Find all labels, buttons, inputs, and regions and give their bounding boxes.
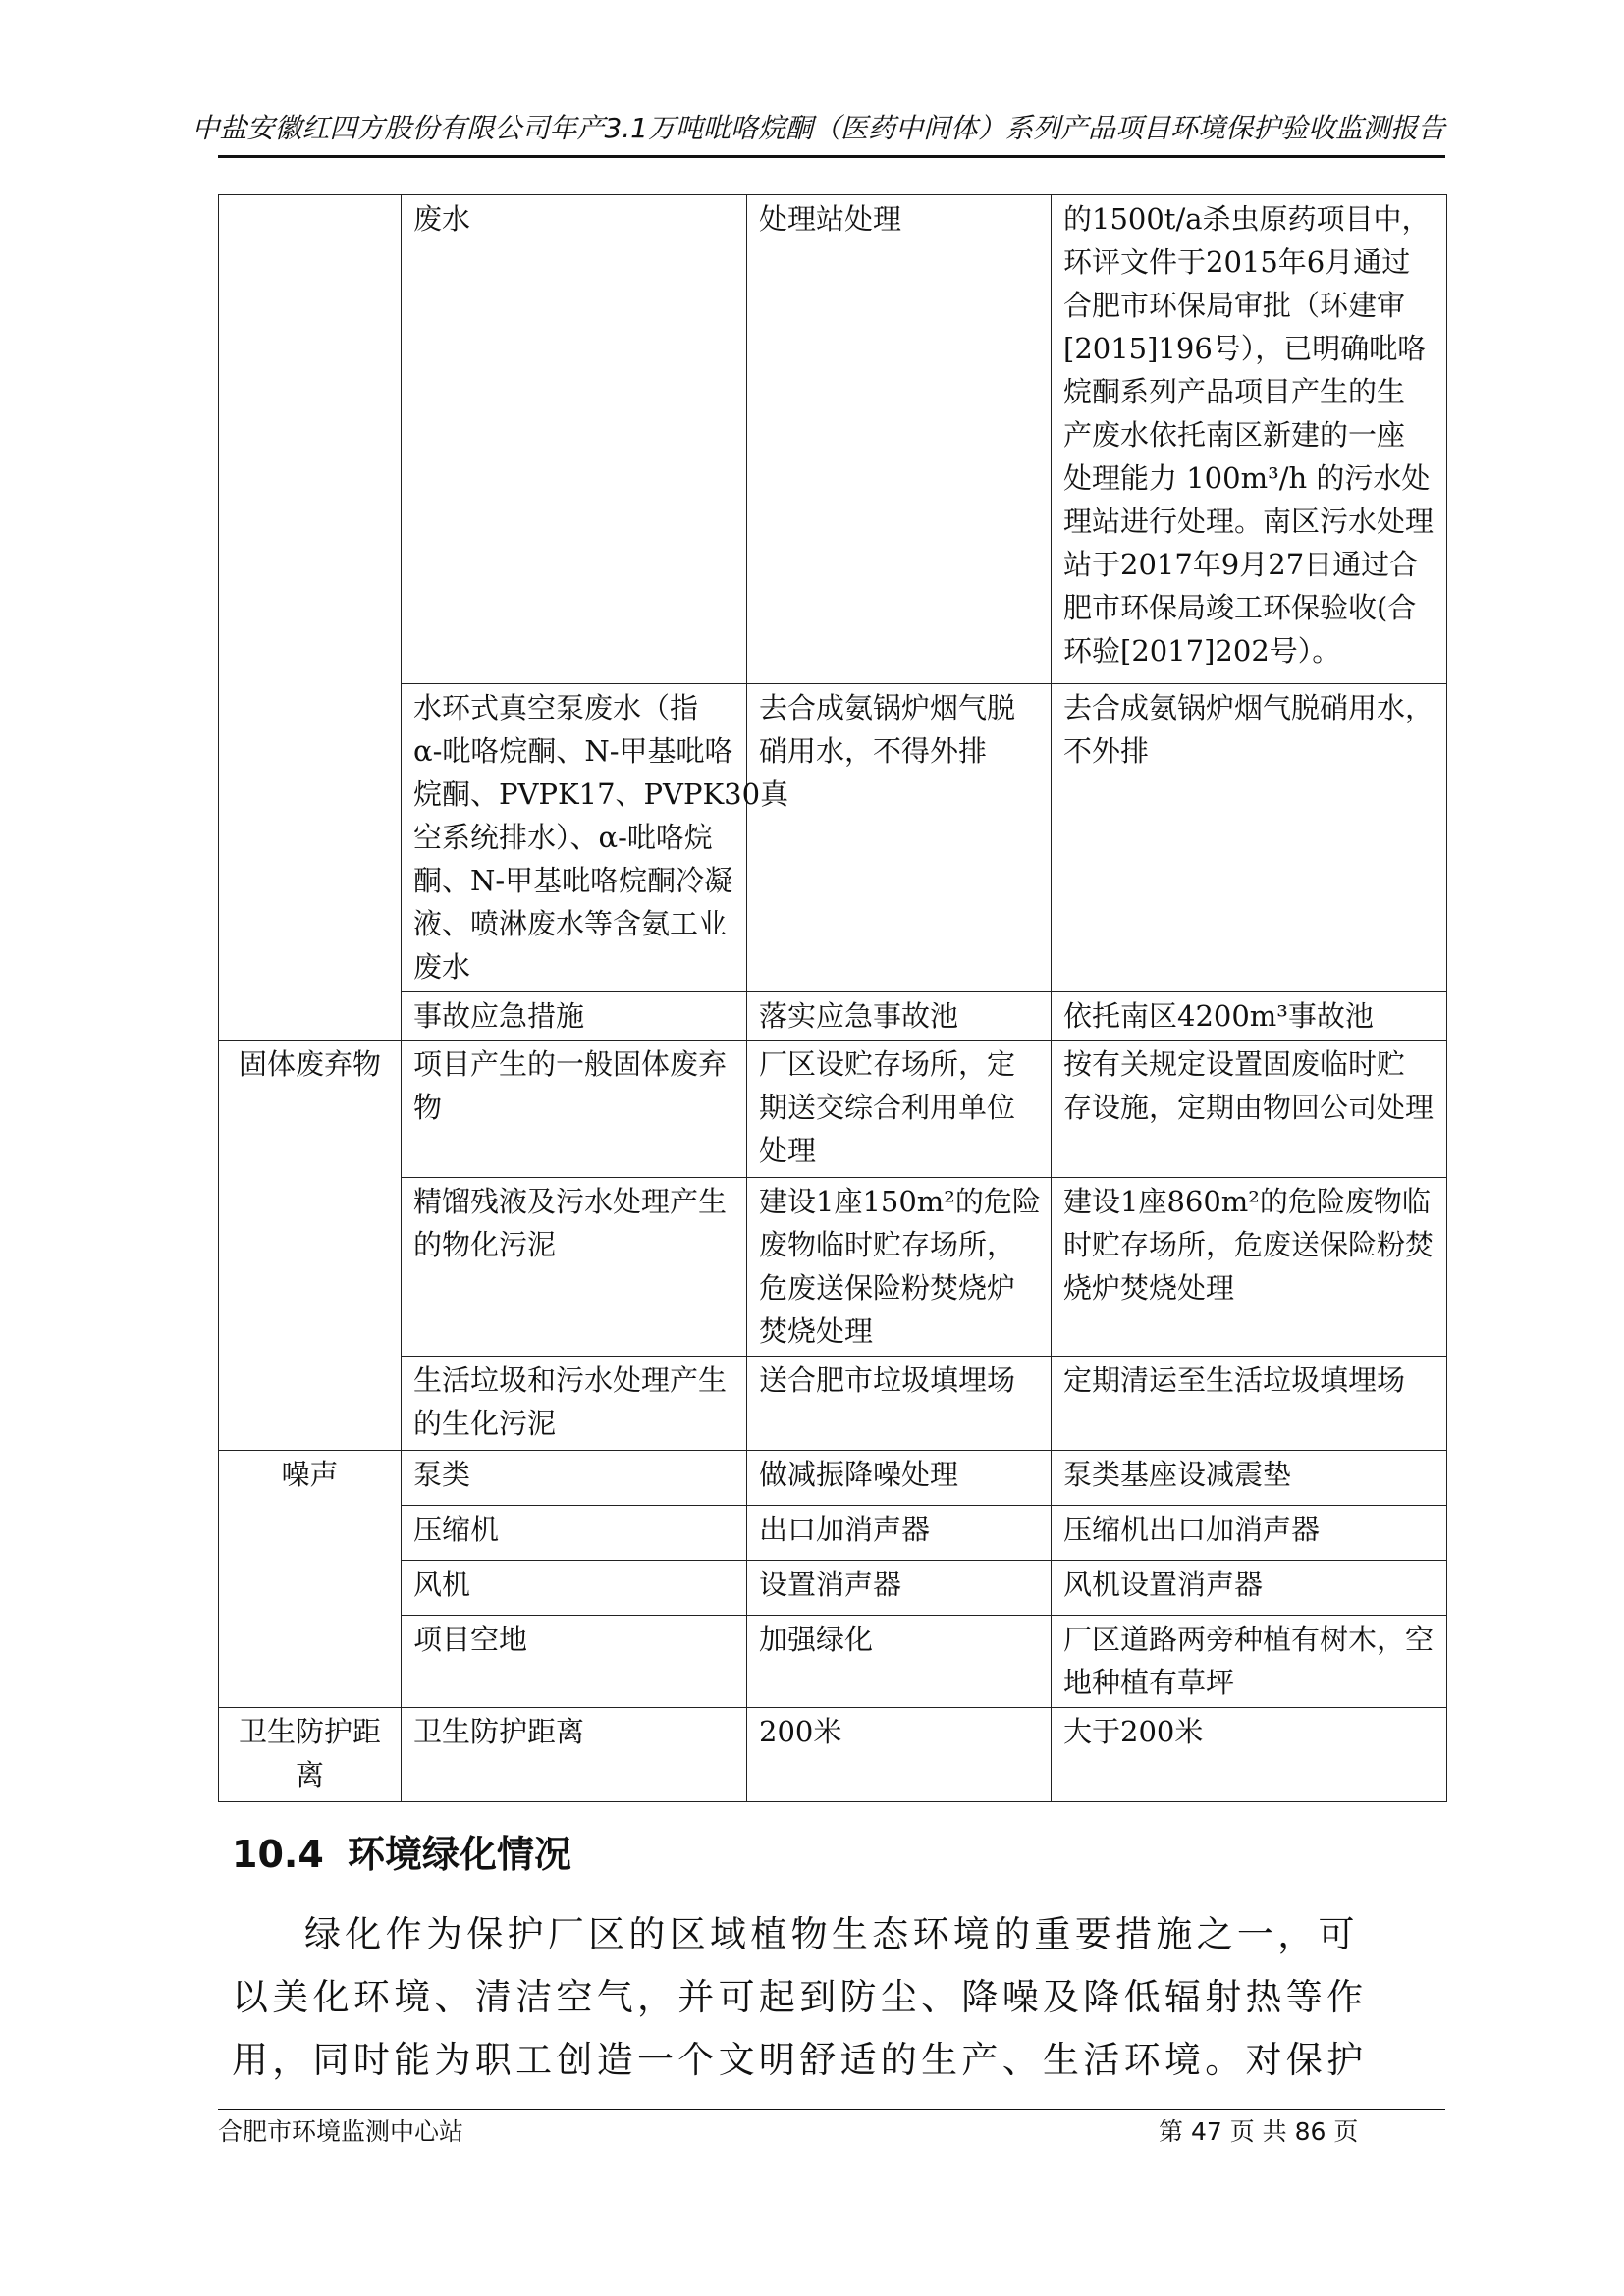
header-rule [218, 155, 1445, 158]
table-row [219, 1178, 1447, 1357]
requirement-cell: 设置消声器 [747, 1561, 1052, 1616]
item-cell: 泵类 [402, 1451, 747, 1506]
footer-page-number: 第 47 页 共 86 页 [1159, 2117, 1359, 2146]
status-cell: 泵类基座设减震垫 [1052, 1451, 1447, 1506]
page-header [191, 106, 1445, 147]
status-cell: 风机设置消声器 [1052, 1561, 1447, 1616]
status-cell: 定期清运至生活垃圾填埋场 [1052, 1357, 1447, 1451]
item-cell: 风机 [402, 1561, 747, 1616]
table-row [219, 1708, 1447, 1802]
item-cell: 事故应急措施 [402, 992, 747, 1041]
category-cell-wastewater [219, 195, 402, 1041]
table-row [219, 195, 1447, 684]
requirement-cell: 送合肥市垃圾填埋场 [747, 1357, 1052, 1451]
measures-table [218, 194, 1447, 1802]
footer-rule [218, 2109, 1445, 2110]
requirement-cell: 出口加消声器 [747, 1506, 1052, 1561]
item-cell: 压缩机 [402, 1506, 747, 1561]
requirement-cell: 处理站处理 [747, 195, 1052, 684]
status-cell: 大于200米 [1052, 1708, 1447, 1802]
status-cell: 压缩机出口加消声器 [1052, 1506, 1447, 1561]
requirement-cell: 落实应急事故池 [747, 992, 1052, 1041]
item-cell: 项目空地 [402, 1616, 747, 1708]
category-cell: 卫生防护距离 [219, 1708, 402, 1802]
header-title: 中盐安徽红四方股份有限公司年产3.1万吨吡咯烷酮（医药中间体）系列产品项目环境保护验收监测报告 [191, 112, 1445, 144]
status-cell: 按有关规定设置固废临时贮 存设施，定期由物回公司处理 [1052, 1041, 1447, 1178]
paragraph-line: 绿化作为保护厂区的区域植物生态环境的重要措施之一，可 [304, 1913, 1359, 1955]
item-cell: 废水 [402, 195, 747, 684]
status-cell: 的1500t/a杀虫原药项目中， 环评文件于2015年6月通过 合肥市环保局审批（环建审 [2015]196号），已明确吡咯 烷酮系列产品项目产生的生 产废水依托南区新建的一座 处理能力 100m³/h 的污水处 理站进行处理。南区污水处理 站于2017年9月27日通过合 肥市环保局竣工环保验收(合 环验[2017]202号）。 [1052, 195, 1447, 684]
table-row [219, 992, 1447, 1041]
table-row [219, 1506, 1447, 1561]
category-cell: 固体废弃物 [219, 1041, 402, 1451]
section-heading [232, 1824, 571, 1883]
section-title: 环境绿化情况 [348, 1833, 572, 1876]
item-cell: 生活垃圾和污水处理产生 的生化污泥 [402, 1357, 747, 1451]
table-row [219, 1041, 1447, 1178]
table-row [219, 1357, 1447, 1451]
item-cell: 水环式真空泵废水（指 α-吡咯烷酮、N-甲基吡咯 烷酮、PVPK17、PVPK30真 空系统排水）、α-吡咯烷 酮、N-甲基吡咯烷酮冷凝 液、喷淋废水等含氨工业 废水 [402, 684, 747, 992]
item-cell: 项目产生的一般固体废弃 物 [402, 1041, 747, 1178]
requirement-cell: 做减振降噪处理 [747, 1451, 1052, 1506]
table-row [219, 1561, 1447, 1616]
table-row [219, 684, 1447, 992]
item-cell: 卫生防护距离 [402, 1708, 747, 1802]
footer-org: 合肥市环境监测中心站 [218, 2117, 464, 2146]
requirement-cell: 去合成氨锅炉烟气脱 硝用水，不得外排 [747, 684, 1052, 992]
requirement-cell: 200米 [747, 1708, 1052, 1802]
requirement-cell: 建设1座150m²的危险 废物临时贮存场所， 危废送保险粉焚烧炉 焚烧处理 [747, 1178, 1052, 1357]
table-row [219, 1616, 1447, 1708]
paragraph-line: 以美化环境、清洁空气，并可起到防尘、降噪及降低辐射热等作 [232, 1976, 1368, 2018]
status-cell: 依托南区4200m³事故池 [1052, 992, 1447, 1041]
status-cell: 建设1座860m²的危险废物临 时贮存场所，危废送保险粉焚 烧炉焚烧处理 [1052, 1178, 1447, 1357]
table-row [219, 1451, 1447, 1506]
status-cell: 厂区道路两旁种植有树木，空 地种植有草坪 [1052, 1616, 1447, 1708]
requirement-cell: 厂区设贮存场所，定 期送交综合利用单位 处理 [747, 1041, 1052, 1178]
requirement-cell: 加强绿化 [747, 1616, 1052, 1708]
status-cell: 去合成氨锅炉烟气脱硝用水， 不外排 [1052, 684, 1447, 992]
section-number: 10.4 [232, 1833, 324, 1876]
item-cell: 精馏残液及污水处理产生 的物化污泥 [402, 1178, 747, 1357]
paragraph-line: 用，同时能为职工创造一个文明舒适的生产、生活环境。对保护 [232, 2039, 1368, 2081]
category-cell: 噪声 [219, 1451, 402, 1708]
